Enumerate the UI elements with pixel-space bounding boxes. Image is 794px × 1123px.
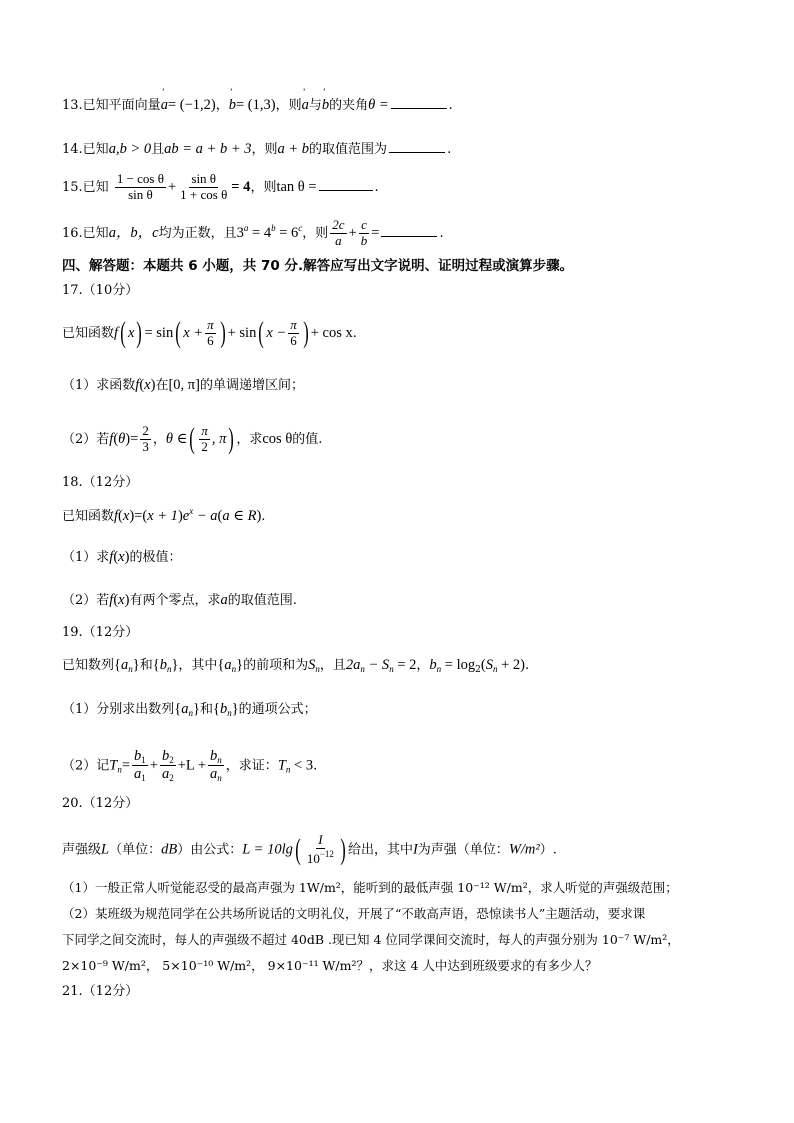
vector-b: ’ b — [229, 97, 236, 113]
q16-mid2: ，则 — [302, 225, 329, 241]
question-20-part-2-line-1: （2）某班级为规范同学在公共场所说话的文明礼仪，开展了“不敢高声语，恐惊读书人”主题活动，要求课 — [62, 906, 646, 921]
q15-mid: ，则 — [250, 179, 277, 195]
vector-a-ref: ’ a — [302, 97, 309, 113]
vector-b-value: = (1,3) — [235, 97, 276, 113]
question-19-stem: 已知数列$\{a_n\}$和$\{b_n\}$，其中$\{a_n\}$的前项和为$S_n$，且$2a_n - S_n = 2$，$b_n = \log_2(S_n + 2)$. — [62, 657, 530, 675]
q14-cond2: ab = a + b + 3 — [164, 141, 252, 157]
q15-fraction-2: $\frac{\text{sin θ}}{\text{1 + cos θ}}$ — [180, 171, 228, 202]
question-13: 13.已知平面向量’ a= (−1,2)，’ b= (1,3)，则’ a与’ b的夹角θ = . — [62, 98, 453, 113]
question-20-part-2-line-3: 2×10⁻⁹ W/m²， 5×10⁻¹⁰ W/m²， 9×10⁻¹¹ W/m²？，求这 4 人中达到班级要求的有多少人？ — [62, 958, 598, 973]
q13-mid: ，则 — [275, 98, 302, 113]
question-20-part-2-line-2: 下同学之间交流时，每人的声强级不超过 40dB .现已知 4 位同学课间交流时，每人的声强分别为 10⁻⁷ W/m²， — [62, 932, 680, 947]
answer-blank-13[interactable] — [391, 107, 447, 109]
question-17-stem: 已知函数f( x) = sin( x + $\frac{\pi}{6}$ ) + sin( x − $\frac{\pi}{6}$ ) + cos x. — [62, 316, 357, 350]
answer-blank-16[interactable] — [381, 235, 437, 237]
q16-vars: a，b，c — [108, 224, 159, 241]
answer-blank-14[interactable] — [389, 151, 445, 153]
question-20-stem: 声强级L（单位：dB）由公式：L = 10lg( $\frac{I}{10^{-12}}$ ) 给出，其中I为声强（单位：W/m²）. — [62, 832, 557, 866]
q16-fraction-1: $\frac{2c}{a}$ — [332, 217, 345, 248]
answer-blank-15[interactable] — [319, 189, 373, 191]
q15-prefix: 15.已知 — [62, 179, 109, 195]
question-20-header: 20.（12分） — [62, 796, 139, 811]
q15-fraction-1: $\frac{\text{1 − cos θ}}{\text{sin θ}}$ — [116, 171, 164, 202]
question-19-part-1: （1）分别求出数列$\{a_n\}$和$\{b_n\}$的通项公式； — [62, 701, 317, 718]
q13-prefix: 13.已知平面向量 — [62, 98, 161, 113]
question-17-header: 17.（10分） — [62, 283, 139, 298]
q16-mid1: 均为正数，且 — [158, 225, 237, 241]
q13-tail: 的夹角 — [329, 98, 369, 113]
question-21-header: 21.（12分） — [62, 984, 139, 999]
section-4-title: 四、解答题：本题共 6 小题，共 70 分.解答应写出文字说明、证明过程或演算步骤。 — [62, 258, 574, 274]
question-19-part-2: （2）记$T_n=$ $\frac{b_1}{a_1}$ + $\frac{b_2}{a_2}$ +L + $\frac{b_n}{a_n}$ ，求证：$T_n < 3$. — [62, 748, 318, 784]
q15-eq: = 4 — [231, 178, 251, 195]
q13-comma: ， — [215, 98, 229, 113]
q14-mid: ，则 — [251, 142, 278, 157]
q14-expr: a + b — [277, 141, 310, 157]
q13-and: 与 — [308, 98, 322, 113]
question-16: 16.已知a，b，c均为正数，且$3^a = 4^b = 6^c$，则 $\frac{2c}{a}$ + $\frac{c}{b}$ = . — [62, 217, 444, 248]
vector-a: ’ a — [161, 97, 168, 113]
question-18-part-2: （2）若f(x)有两个零点，求a的取值范围. — [62, 592, 297, 608]
q14-cond1: a,b > 0 — [108, 141, 152, 157]
q14-tail: 的取值范围为 — [309, 142, 388, 157]
question-17-part-2: （2）若f(θ)= $\frac{2}{3}$ ，θ ∈( $\frac{\pi}{2}$ , π) ，求cos θ的值. — [62, 422, 323, 456]
q15-expr: tan θ = — [276, 178, 317, 195]
question-19-header: 19.（12分） — [62, 625, 139, 640]
question-17-part-1: （1）求函数f(x)在[0, π]的单调递增区间； — [62, 377, 304, 393]
q16-prefix: 16.已知 — [62, 225, 109, 241]
vector-b-ref: ’ b — [322, 97, 329, 113]
question-18-part-1: （1）求f(x)的极值： — [62, 549, 182, 565]
q14-and: 且 — [151, 142, 165, 157]
question-15: 15.已知 $\frac{\text{1 − cos θ}}{\text{sin θ}}$ + $\frac{\text{sin θ}}{\text{1 + cos θ}}$ = 4，则tan θ = . — [62, 171, 379, 202]
question-18-stem: 已知函数$f(x)=(x + 1)e^x - a(a$ ∈ R). — [62, 506, 266, 524]
q14-prefix: 14.已知 — [62, 142, 109, 157]
vector-a-value: = (−1,2) — [167, 97, 216, 113]
q13-theta: θ = — [368, 97, 389, 113]
question-18-header: 18.（12分） — [62, 475, 139, 490]
question-20-part-1: （1）一般正常人听觉能忍受的最高声强为 1W/m²，能听到的最低声强 10⁻¹² W/m²，求人听觉的声强级范围； — [62, 880, 678, 895]
question-14: 14.已知a,b > 0且ab = a + b + 3，则a + b的取值范围为 . — [62, 141, 452, 157]
q16-fraction-2: $\frac{c}{b}$ — [360, 217, 368, 248]
